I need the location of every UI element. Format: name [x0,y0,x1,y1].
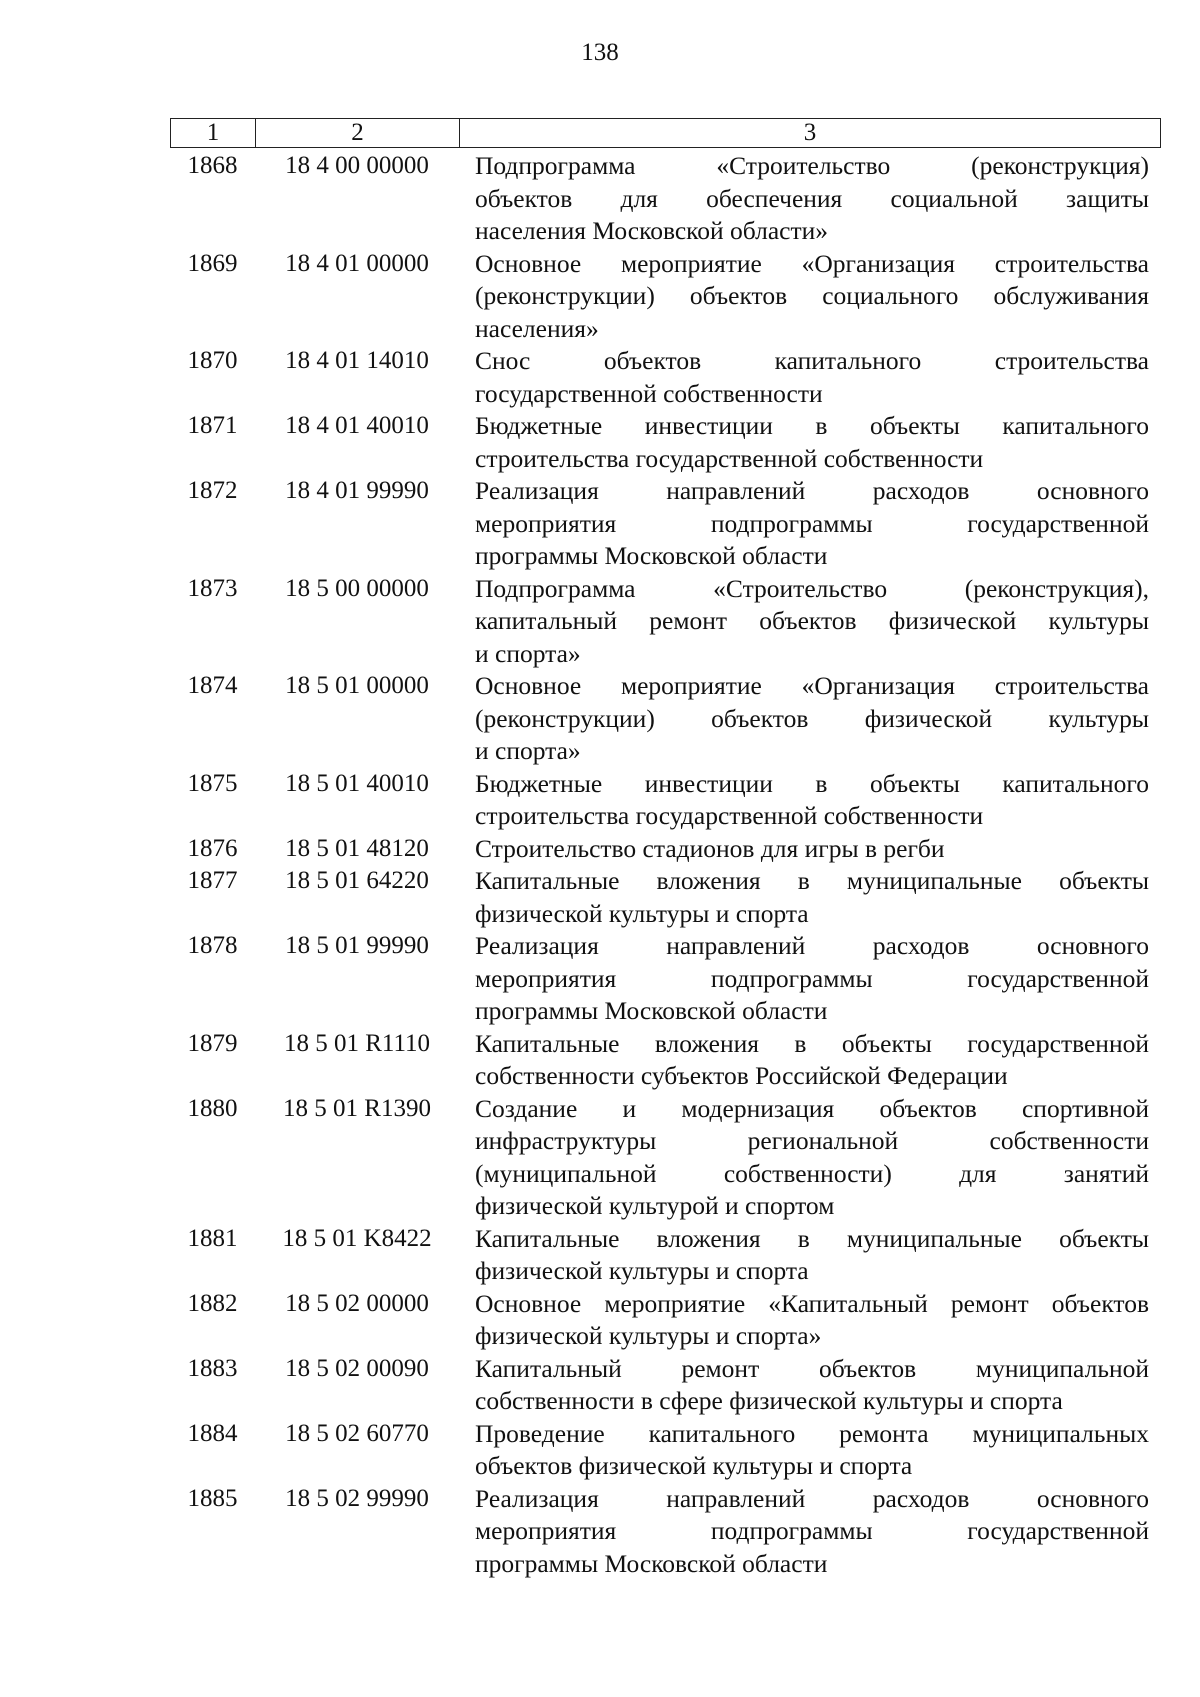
row-description [475,345,1149,410]
description-line: объектов физической культуры и спорта [475,1451,913,1480]
row-number: 1868 [187,152,238,179]
row-number: 1871 [187,412,238,439]
description-line: мероприятия подпрограммы государственной [475,508,1149,538]
table-row [170,865,1161,930]
row-number: 1873 [187,574,238,602]
row-code: 18 4 01 40010 [285,412,429,439]
description-line: населения Московской области» [475,216,829,245]
table-row [170,1223,1161,1288]
row-code: 18 5 01 K8422 [282,1224,432,1252]
row-description [475,1418,1149,1483]
description-line: собственности в сфере физической культуры и спорта [475,1386,1063,1415]
description-line: Подпрограмма «Строительство (реконструкция) [475,151,1149,180]
row-number: 1883 [187,1354,238,1382]
row-number: 1870 [187,347,238,374]
table-row [170,1483,1161,1581]
table-row [170,1418,1161,1483]
row-code: 18 5 00 00000 [285,574,429,602]
row-number: 1869 [187,249,238,277]
row-code: 18 4 00 00000 [285,152,429,179]
row-description [475,1093,1149,1223]
description-line: населения» [475,313,599,343]
page-number: 138 [581,39,619,66]
description-line: Создание и модернизация объектов спортивной [475,1093,1149,1123]
row-number: 1874 [187,672,238,699]
row-description [475,248,1149,346]
row-code: 18 5 02 99990 [285,1484,429,1512]
table-row [170,1353,1161,1418]
description-line: мероприятия подпрограммы государственной [475,1516,1149,1545]
description-line: Капитальные вложения в объекты государственной [475,1028,1149,1058]
table-row [170,150,1161,248]
row-code: 18 5 02 00000 [285,1289,429,1317]
description-line: физической культуры и спорта [475,1256,809,1285]
description-line: (реконструкции) объектов социального обслуживания [475,281,1149,310]
description-line: Бюджетные инвестиции в объекты капитального [475,411,1149,440]
row-code: 18 5 01 R1390 [283,1094,431,1122]
row-number: 1884 [187,1419,238,1447]
description-line: Проведение капитального ремонта муниципальных [475,1418,1149,1448]
header-col-3: 3 [803,119,817,146]
table-row [170,410,1161,475]
row-number: 1872 [187,477,238,504]
table-row [170,345,1161,410]
description-line: программы Московской области [475,1548,828,1578]
description-line: программы Московской области [475,541,828,570]
row-code: 18 5 02 00090 [285,1354,429,1382]
description-line: Капитальный ремонт объектов муниципальной [475,1353,1149,1383]
table-row [170,475,1161,573]
row-code: 18 5 01 48120 [285,834,429,862]
row-number: 1882 [187,1289,238,1317]
row-code: 18 5 01 00000 [285,672,429,699]
description-line: (муниципальной собственности) для занятий [475,1158,1149,1188]
description-line: Капитальные вложения в муниципальные объекты [475,1223,1149,1253]
table-row [170,1288,1161,1353]
description-line: Основное мероприятие «Организация строительства [475,248,1149,278]
description-line: капитальный ремонт объектов физической культуры [475,606,1149,635]
description-line: Основное мероприятие «Капитальный ремонт объектов [475,1288,1149,1318]
description-line: Реализация направлений расходов основного [475,476,1149,505]
row-description [475,410,1149,475]
description-line: и спорта» [475,638,581,668]
description-line: Подпрограмма «Строительство (реконструкция), [475,573,1149,603]
row-number: 1878 [187,932,238,959]
header-col-1: 1 [171,119,256,147]
table-row [170,573,1161,671]
row-number: 1885 [187,1484,238,1512]
row-description [475,833,1149,866]
row-description [475,1288,1149,1353]
row-description [475,865,1149,930]
row-code: 18 5 01 40010 [285,769,429,797]
description-line: Строительство стадионов для игры в регби [475,833,945,863]
description-line: Основное мероприятие «Организация строительства [475,671,1149,700]
row-code: 18 5 02 60770 [285,1419,429,1447]
row-number: 1875 [187,769,238,797]
description-line: Реализация направлений расходов основного [475,1483,1149,1513]
row-number: 1880 [187,1094,238,1122]
description-line: инфраструктуры региональной собственности [475,1126,1149,1155]
description-line: Капитальные вложения в муниципальные объекты [475,866,1149,895]
row-description [475,1223,1149,1288]
description-line: строительства государственной собственности [475,443,984,473]
row-number: 1881 [187,1224,238,1252]
table-body [170,150,1161,1580]
row-number: 1876 [187,834,238,862]
description-line: и спорта» [475,736,581,765]
row-description [475,475,1149,573]
description-line: собственности субъектов Российской Федерации [475,1061,1008,1090]
row-number: 1879 [187,1029,238,1057]
row-description [475,573,1149,671]
row-description [475,930,1149,1028]
description-line: физической культуры и спорта» [475,1321,822,1350]
row-description [475,150,1149,248]
table-row [170,768,1161,833]
table-row [170,833,1161,866]
description-line: (реконструкции) объектов физической культуры [475,703,1149,733]
row-code: 18 5 01 99990 [285,932,429,959]
row-description [475,670,1149,768]
description-line: мероприятия подпрограммы государственной [475,963,1149,993]
row-number: 1877 [187,867,238,894]
header-col-2: 2 [256,119,460,147]
row-description [475,1028,1149,1093]
table-row [170,1028,1161,1093]
description-line: Реализация направлений расходов основного [475,931,1149,960]
description-line: Снос объектов капитального строительства [475,346,1149,375]
description-line: Бюджетные инвестиции в объекты капитального [475,768,1149,798]
row-description [475,1353,1149,1418]
table-row [170,1093,1161,1223]
description-line: строительства государственной собственности [475,801,984,830]
description-line: программы Московской области [475,996,828,1025]
table-row [170,930,1161,1028]
description-line: объектов для обеспечения социальной защиты [475,183,1149,213]
table-row [170,248,1161,346]
row-code: 18 4 01 14010 [285,347,429,374]
description-line: физической культуры и спорта [475,898,809,928]
row-code: 18 4 01 99990 [285,477,429,504]
row-code: 18 4 01 00000 [285,249,429,277]
row-description [475,768,1149,833]
description-line: государственной собственности [475,378,823,408]
description-line: физической культурой и спортом [475,1191,835,1220]
row-description [475,1483,1149,1581]
table-row [170,670,1161,768]
row-code: 18 5 01 64220 [285,867,429,894]
table-header-row [170,118,1161,148]
row-code: 18 5 01 R1110 [283,1029,431,1057]
